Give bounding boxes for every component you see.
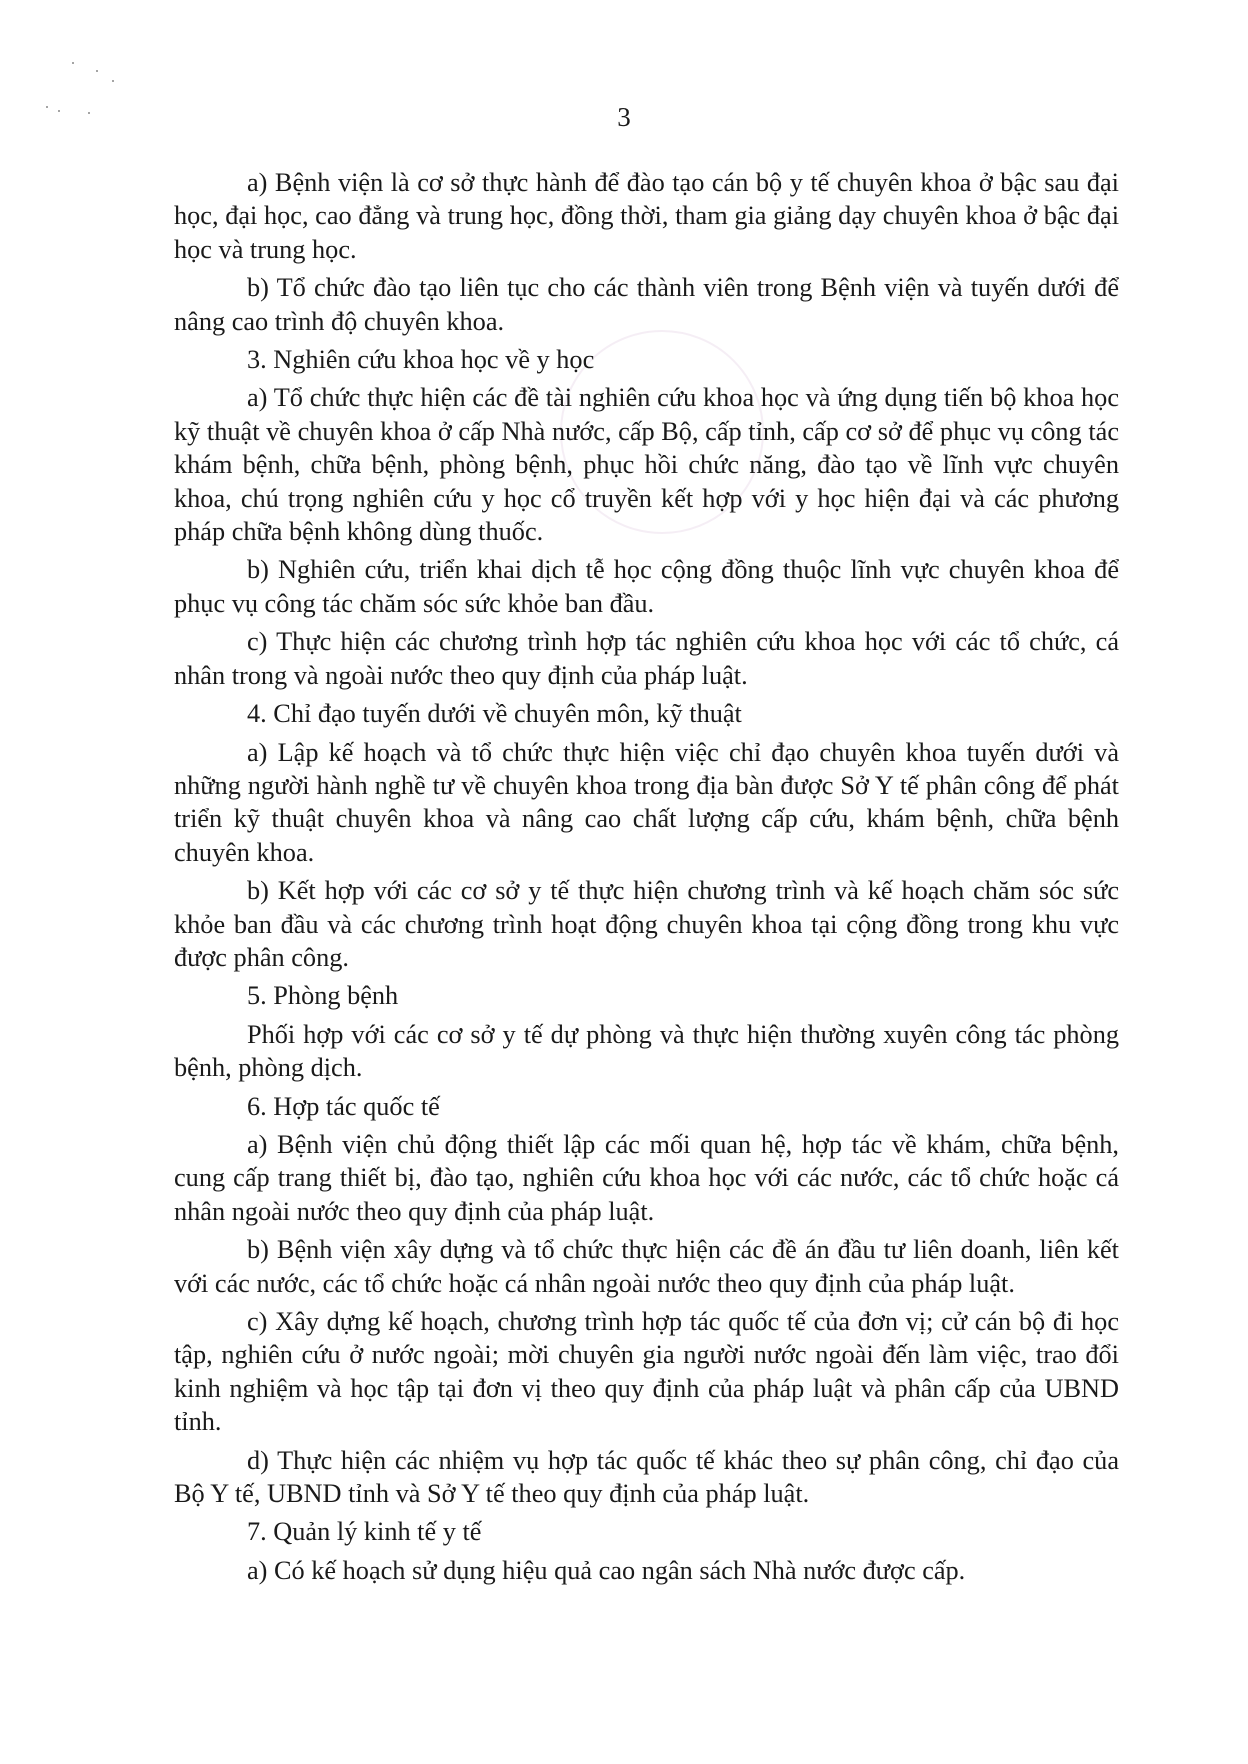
section-heading-international: 6. Hợp tác quốc tế — [247, 1091, 440, 1121]
paragraph-4a-planning: a) Lập kế hoạch và tổ chức thực hiện việc chỉ đạo chuyên khoa tuyến dưới và những người hành nghề tư về chuyên khoa trong địa bàn được Sở Y tế phân công để phát triển kỹ thuật chuyên khoa và nâng cao chất lượng cấp cứu, khám bệnh, chữa bệnh chuyên khoa. — [174, 737, 1119, 867]
section-heading-research: 3. Nghiên cứu khoa học về y học — [247, 345, 595, 375]
scan-speck — [112, 80, 114, 82]
paragraph-3b-epidemiology: b) Nghiên cứu, triển khai dịch tễ học cộng đồng thuộc lĩnh vực chuyên khoa để phục vụ công tác chăm sóc sức khỏe ban đầu. — [174, 555, 1119, 618]
paragraph-2b-continuing-training: b) Tổ chức đào tạo liên tục cho các thành viên trong Bệnh viện và tuyến dưới để nâng cao trình độ chuyên khoa. — [174, 273, 1119, 336]
document-body — [174, 166, 1119, 1592]
paragraph-7a-budget: a) Có kế hoạch sử dụng hiệu quả cao ngân sách Nhà nước được cấp. — [247, 1555, 966, 1585]
paragraph-5-prevention: Phối hợp với các cơ sở y tế dự phòng và thực hiện thường xuyên công tác phòng bệnh, phòng dịch. — [174, 1019, 1119, 1083]
section-heading-economics: 7. Quản lý kinh tế y tế — [247, 1517, 482, 1547]
paragraph-6c-programs: c) Xây dựng kế hoạch, chương trình hợp tác quốc tế của đơn vị; cử cán bộ đi học tập, nghiên cứu ở nước ngoài; mời chuyên gia người nước ngoài đến làm việc, trao đổi kinh nghiệm và học tập tại đơn vị theo quy định của pháp luật và phân cấp của UBND tỉnh. — [174, 1307, 1119, 1437]
section-heading-lower-level-direction: 4. Chỉ đạo tuyến dưới về chuyên môn, kỹ thuật — [247, 699, 742, 729]
paragraph-6d-other-tasks: d) Thực hiện các nhiệm vụ hợp tác quốc tế khác theo sự phân công, chỉ đạo của Bộ Y tế, UBND tỉnh và Sở Y tế theo quy định của pháp luật. — [174, 1445, 1119, 1509]
scan-speck — [72, 62, 74, 64]
paragraph-2a-training: a) Bệnh viện là cơ sở thực hành để đào tạo cán bộ y tế chuyên khoa ở bậc sau đại học, đại học, cao đẳng và trung học, đồng thời, tham gia giảng dạy chuyên khoa ở bậc đại học và trung học. — [174, 168, 1119, 264]
scan-speck — [96, 70, 98, 72]
paragraph-4b-coordination: b) Kết hợp với các cơ sở y tế thực hiện chương trình và kế hoạch chăm sóc sức khỏe ban đầu và các chương trình hoạt động chuyên khoa tại cộng đồng trong khu vực được phân công. — [174, 876, 1119, 972]
section-heading-prevention: 5. Phòng bệnh — [247, 981, 399, 1011]
paragraph-6b-joint-ventures: b) Bệnh viện xây dựng và tổ chức thực hiện các đề án đầu tư liên doanh, liên kết với các nước, các tổ chức hoặc cá nhân ngoài nước theo quy định của pháp luật. — [174, 1235, 1119, 1298]
paragraph-3c-cooperation: c) Thực hiện các chương trình hợp tác nghiên cứu khoa học với các tổ chức, cá nhân trong và ngoài nước theo quy định của pháp luật. — [174, 627, 1119, 690]
page-number: 3 — [617, 102, 631, 132]
paragraph-3a-research-projects: a) Tổ chức thực hiện các đề tài nghiên cứu khoa học và ứng dụng tiến bộ khoa học kỹ thuật về chuyên khoa ở cấp Nhà nước, cấp Bộ, cấp tỉnh, cấp cơ sở để phục vụ công tác khám bệnh, chữa bệnh, phòng bệnh, phục hồi chức năng, đào tạo về lĩnh vực chuyên khoa, chú trọng nghiên cứu y học cổ truyền kết hợp với y học hiện đại và các phương pháp chữa bệnh không dùng thuốc. — [174, 383, 1119, 547]
paragraph-6a-relations: a) Bệnh viện chủ động thiết lập các mối quan hệ, hợp tác về khám, chữa bệnh, cung cấp trang thiết bị, đào tạo, nghiên cứu khoa học với các nước, các tổ chức hoặc cá nhân ngoài nước theo quy định của pháp luật. — [174, 1129, 1119, 1226]
